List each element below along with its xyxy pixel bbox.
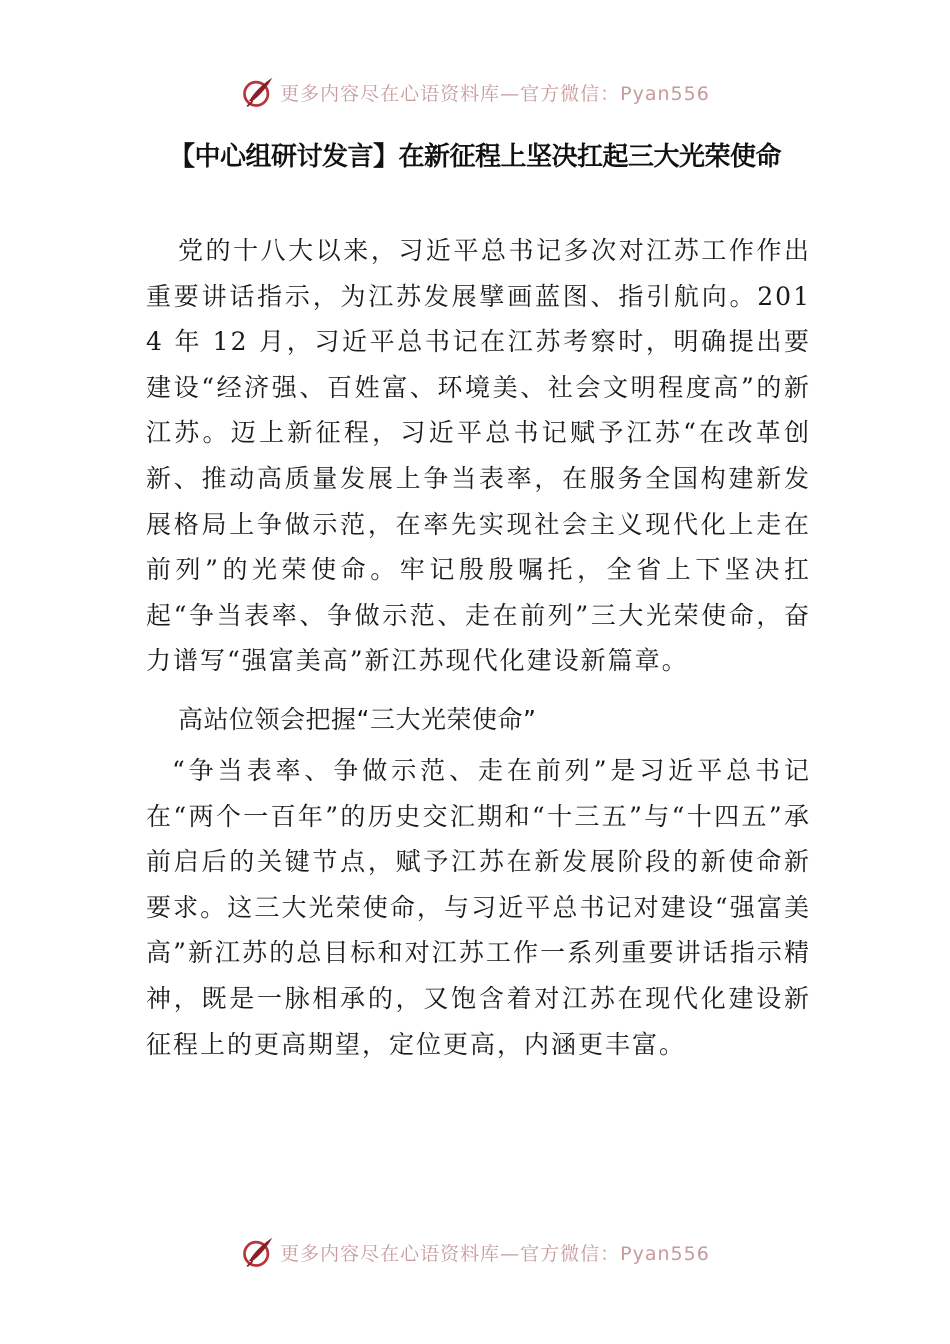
intro-paragraph: 党的十八大以来，习近平总书记多次对江苏工作作出重要讲话指示，为江苏发展擘画蓝图、指引航向。2014 年 12 月，习近平总书记在江苏考察时，明确提出要建设“经济强、百姓富、环境美、社会文明程度高”的新江苏。迈上新征程，习近平总书记赋予江苏“在改革创新、推动高质量发展上争当表率，在服务全国构建新发展格局上争做示范，在率先实现社会主义现代化上走在前列”的光荣使命。牢记殷殷嘱托，全省上下坚决扛起“争当表率、争做示范、走在前列”三大光荣使命，奋力谱写“强富美高”新江苏现代化建设新篇章。 xyxy=(146,236,811,676)
document-title: 【中心组研讨发言】在新征程上坚决扛起三大光荣使命 xyxy=(168,142,781,172)
banner-promo xyxy=(280,79,710,106)
banner-promo-text: 更多内容尽在心语资料库—官方微信： xyxy=(280,1242,621,1265)
quill-logo-icon xyxy=(240,1234,276,1270)
banner-wechat-id: Pyan556 xyxy=(620,82,710,105)
quill-logo-icon xyxy=(240,74,276,110)
section-heading: 高站位领会把握“三大光荣使命” xyxy=(178,704,537,734)
footer-banner xyxy=(0,1232,950,1272)
banner-promo xyxy=(280,1239,710,1266)
document-body xyxy=(146,228,811,1067)
header-banner xyxy=(0,72,950,112)
section-paragraph: “争当表率、争做示范、走在前列”是习近平总书记在“两个一百年”的历史交汇期和“十三五”与“十四五”承前启后的关键节点，赋予江苏在新发展阶段的新使命新要求。这三大光荣使命，与习近平总书记对建设“强富美高”新江苏的总目标和对江苏工作一系列重要讲话指示精神，既是一脉相承的，又饱含着对江苏在现代化建设新征程上的更高期望，定位更高，内涵更丰富。 xyxy=(146,755,811,1059)
banner-wechat-id: Pyan556 xyxy=(620,1242,710,1265)
banner-promo-text: 更多内容尽在心语资料库—官方微信： xyxy=(280,82,621,105)
